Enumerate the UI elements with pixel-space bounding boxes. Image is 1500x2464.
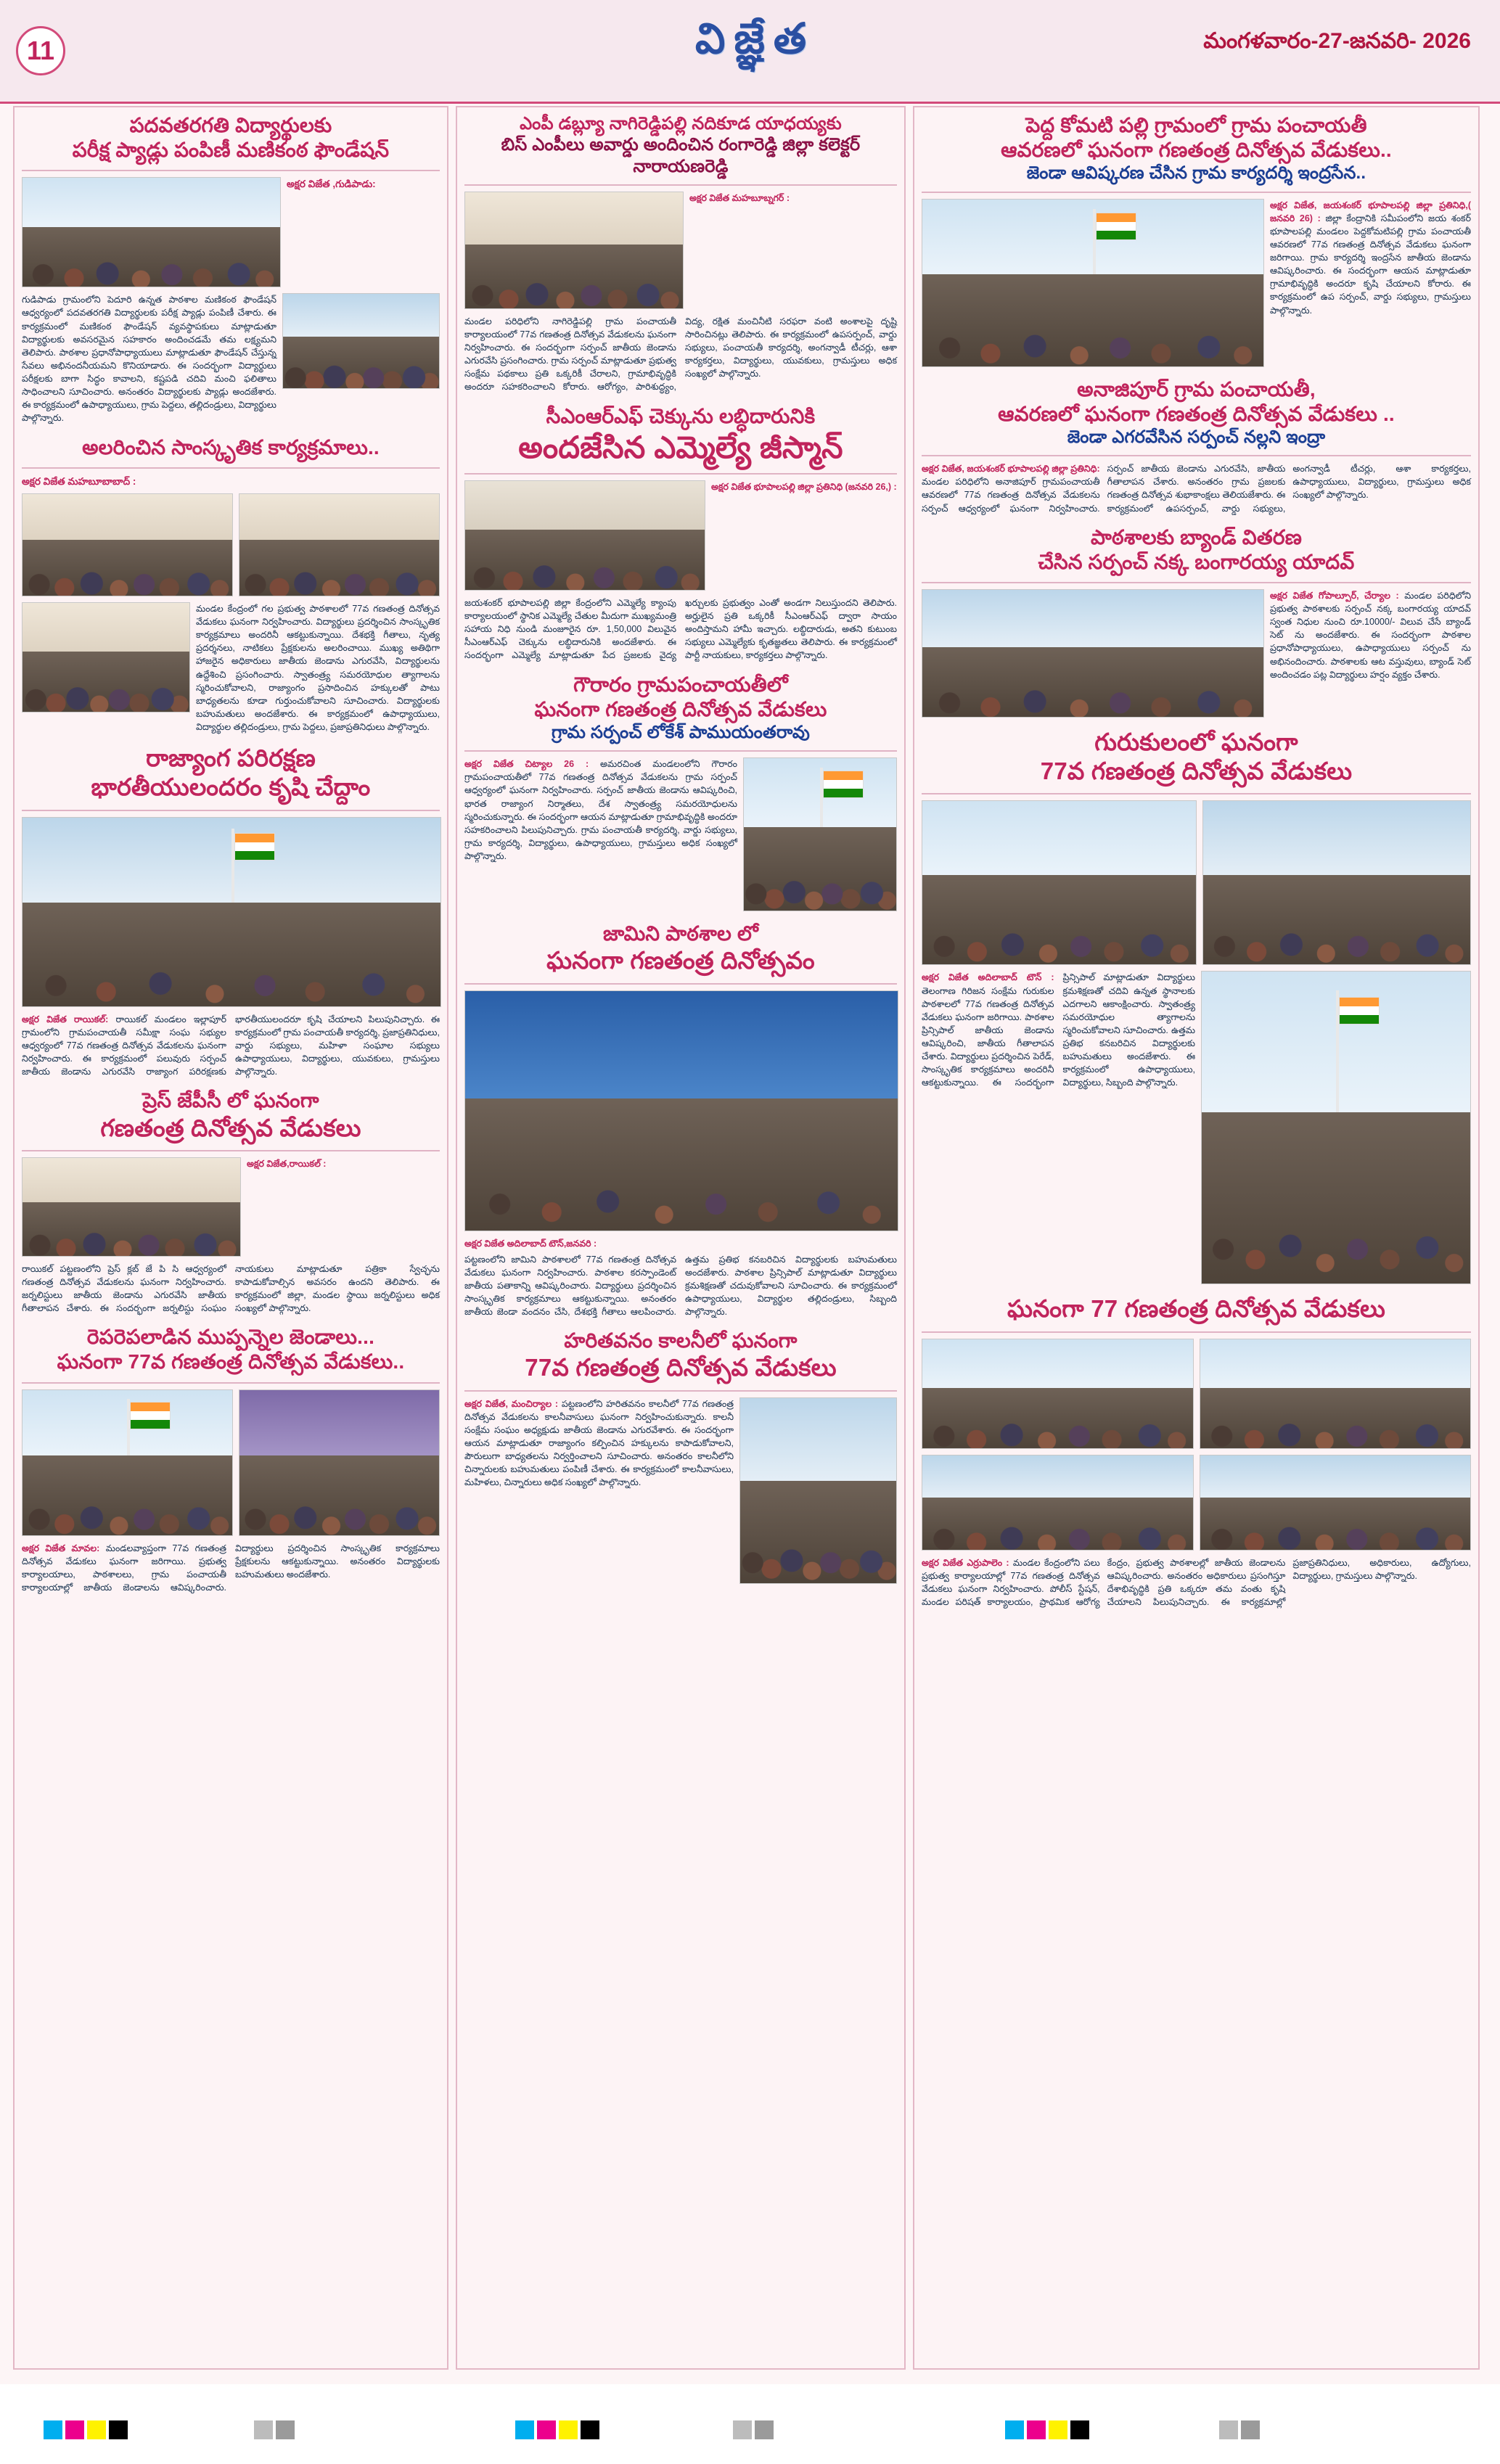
article-photo-3	[922, 1455, 1194, 1551]
article-press-jpc	[22, 1088, 440, 1315]
divider	[22, 467, 440, 469]
article-photo	[22, 177, 281, 287]
headline-line-1: సీఎంఆర్ఎఫ్ చెక్కును లబ్ధిదారునికి	[546, 404, 816, 427]
article-body: రాయికల్ పట్టణంలోని ప్రెస్ క్లబ్ జే పి సి ఆధ్వర్యంలో గణతంత్ర దినోత్సవ వేడుకలను ఘనంగా నిర్వహించారు. జర్నలిస్టులు జాతీయ జెండాను ఎగురవేసి జాతీయ గీతాలాపన చేశారు. ఈ సందర్భంగా జర్నలిస్టు సంఘం నాయకులు మాట్లాడుతూ పత్రికా స్వేచ్ఛను కాపాడుకోవాల్సిన అవసరం ఉందని తెలిపారు. ఈ కార్యక్రమంలో జిల్లా, మండల స్థాయి జర్నలిస్టులు అధిక సంఖ్యలో పాల్గొన్నారు.	[22, 1263, 440, 1314]
article-body-text: అమరచింత మండలంలోని గౌరారం గ్రామపంచాయతీలో 77వ గణతంత్ర దినోత్సవ వేడుకలను గ్రామ సర్పంచ్ ఆధ్వర్యంలో ఘనంగా నిర్వహించారు. సర్పంచ్ జాతీయ జెండాను ఆవిష్కరించి, భారత రాజ్యాంగ నిర్మాతలు, దేశ స్వాతంత్ర్య సమరయోధులను స్మరించుకున్నారు. ఈ సందర్భంగా ఆయన మాట్లాడుతూ గ్రామాభివృద్ధికి అందరూ సహకరించాలని పిలుపునిచ్చారు. గ్రామ పంచాయతీ కార్యదర్శి, వార్డు సభ్యులు, గ్రామ కార్యదర్శి, విద్యార్థులు, ఉపాధ్యాయులు, గ్రామస్తులు అధిక సంఖ్యలో పాల్గొన్నారు.	[464, 759, 737, 862]
byline: అక్షర విజేత అదిలాబాద్ టౌన్,జనవరి :	[464, 1238, 597, 1249]
article-photo	[922, 199, 1264, 367]
subheadline: జెండా ఎగరవేసిన సర్పంచ్ నల్లని ఇంద్రా	[1067, 427, 1326, 447]
article-body: మండల పరిధిలోని నాగిరెడ్డిపల్లి గ్రామ పంచాయతీ కార్యాలయంలో 77వ గణతంత్ర దినోత్సవ వేడుకలను ఘనంగా నిర్వహించారు. ఈ సందర్భంగా సర్పంచ్ జాతీయ జెండాను ఎగురవేసి ప్రసంగించారు. గ్రామ సర్పంచ్ మాట్లాడుతూ ప్రభుత్వ సంక్షేమ పథకాలు ప్రతి ఒక్కరికీ చేరాలని, గ్రామాభివృద్ధికి అందరూ సహకరించాలని కోరారు. ఆరోగ్యం, పారిశుద్ధ్యం, విద్య, రక్షిత మంచినీటి సరఫరా వంటి అంశాలపై దృష్టి సారించినట్లు తెలిపారు. ఈ కార్యక్రమంలో ఉపసర్పంచ్, వార్డు సభ్యులు, పంచాయతీ కార్యదర్శి, అంగన్వాడీ టీచర్లు, ఆశా కార్యకర్తలు, విద్యార్థులు, యువకులు, గ్రామస్తులు అధిక సంఖ్యలో పాల్గొన్నారు.	[464, 316, 897, 393]
byline: అక్షర విజేత,రాయికల్ :	[247, 1158, 327, 1169]
article-body	[22, 1542, 440, 1595]
headline-line-1: గురుకులంలో ఘనంగా	[1094, 728, 1298, 755]
article-body-text: మండలవ్యాప్తంగా 77వ గణతంత్ర దినోత్సవ వేడుకలు ఘనంగా జరిగాయి. ప్రభుత్వ కార్యాలయాలు, పాఠశాలలు, గ్రామ పంచాయతీ కార్యాలయాల్లో జాతీయ జెండాలను ఆవిష్కరించారు. విద్యార్థులు ప్రదర్శించిన సాంస్కృతిక కార్యక్రమాలు ప్రేక్షకులను ఆకట్టుకున్నాయి. అనంతరం విద్యార్థులకు బహుమతులు అందజేశారు.	[22, 1543, 440, 1593]
byline: అక్షర విజేత మహబూబ్నగర్ :	[689, 192, 790, 203]
article-foundation	[22, 113, 440, 425]
byline: అక్షర విజేత భూపాలపల్లి జిల్లా ప్రతినిధి (జనవరి 26,) :	[711, 481, 897, 492]
byline: అక్షర విజేత ,గుడిపాడు:	[287, 178, 376, 190]
byline-row	[689, 192, 897, 309]
divider	[464, 184, 897, 186]
article-band-donation	[922, 525, 1471, 718]
article-photo	[922, 1339, 1194, 1449]
divider	[922, 455, 1471, 456]
article-mp-award	[464, 113, 897, 394]
cmyk-bar-1	[44, 2420, 128, 2439]
headline-line-1: అనాజిపూర్ గ్రామ పంచాయతీ,	[1077, 377, 1316, 401]
byline: అక్షర విజేత, జయశంకర్ భూపాలపల్లి జిల్లా ప్రతినిధి:	[922, 464, 1100, 475]
article-body	[22, 1013, 440, 1079]
article-photo	[22, 493, 233, 596]
headline-line-2: ఘనంగా 77వ గణతంత్ర దినోత్సవ వేడుకలు..	[57, 1350, 405, 1373]
divider	[922, 192, 1471, 193]
article-flags	[22, 1325, 440, 1594]
headline-line-1: పాఠశాలకు బ్యాండ్ వితరణ	[1090, 525, 1303, 549]
article-body-text: తెలంగాణ గిరిజన సంక్షేమ గురుకుల పాఠశాలలో 77వ గణతంత్ర దినోత్సవ వేడుకలు ఘనంగా జరిగాయి. పాఠశాల ప్రిన్సిపాల్ జాతీయ జెండాను ఆవిష్కరించి, జాతీయ గీతాలాపన చేశారు. విద్యార్థులు ప్రదర్శించిన పెరేడ్, సాంస్కృతిక కార్యక్రమాలు అందరినీ ఆకట్టుకున్నాయి. ఈ సందర్భంగా ప్రిన్సిపాల్ మాట్లాడుతూ విద్యార్థులు క్రమశిక్షణతో చదివి ఉన్నత స్థానాలకు ఎదగాలని ఆకాంక్షించారు. స్వాతంత్ర్య సమరయోధుల త్యాగాలను స్మరించుకోవాలని సూచించారు. ఉత్తమ ప్రతిభ కనబరిచిన విద్యార్థులకు బహుమతులు అందజేశారు. ఈ కార్యక్రమంలో ఉపాధ్యాయులు, విద్యార్థులు, సిబ్బంది పాల్గొన్నారు.	[922, 972, 1195, 1088]
divider	[464, 983, 897, 985]
article-photo-2	[239, 1389, 440, 1536]
article-body-text: జిల్లా కేంద్రానికి సమీపంలోని జయ శంకర్ భూపాలపల్లి మండలం పెద్దకోమటిపల్లి గ్రామ పంచాయతీ ఆవరణలో 77వ గణతంత్ర దినోత్సవ వేడుకలు ఘనంగా జరిగాయి. గ్రామ కార్యదర్శి ఇంద్రసేన జాతీయ జెండాను ఆవిష్కరించారు. ఈ సందర్భంగా ఆయన మాట్లాడుతూ గ్రామాభివృద్ధికి అందరూ కృషి చేయాలని కోరారు. ఈ కార్యక్రమంలో ఉప సర్పంచ్, వార్డు సభ్యులు, గ్రామస్తులు పాల్గొన్నారు.	[1270, 213, 1471, 316]
publication-logo: వి జ్ఞే త	[695, 15, 805, 62]
article-photo	[922, 800, 1197, 965]
article-gurukulam	[922, 728, 1471, 1285]
article-anajipur	[922, 377, 1471, 515]
byline-row	[22, 475, 440, 489]
byline-row	[711, 480, 897, 591]
article-photo	[464, 192, 684, 309]
byline: అక్షర విజేత, జయశంకర్ భూపాలపల్లి జిల్లా ప్రతినిధి,( జనవరి 26) :	[1270, 200, 1471, 223]
grey-bar-1	[254, 2420, 295, 2439]
headline-line-1: పదవతరగతి విద్యార్థులకు	[129, 114, 332, 136]
cmyk-bar-3	[1005, 2420, 1089, 2439]
divider	[922, 1331, 1471, 1333]
headline-line-2: పరీక్ష ప్యాడ్లు పంపిణీ మణికంఠ ఫౌండేషన్	[72, 139, 390, 162]
headline-line-2: అందజేసిన ఎమ్మెల్యే జీస్మాన్	[518, 430, 843, 464]
byline-row	[247, 1157, 440, 1257]
article-body	[464, 1397, 734, 1584]
article-photo	[739, 1397, 897, 1584]
byline-row	[464, 1237, 897, 1250]
article-cultural	[22, 435, 440, 734]
article-body	[922, 971, 1195, 1284]
article-photo-4	[1200, 1455, 1472, 1551]
article-photo	[464, 990, 898, 1231]
article-body-text: పట్టణంలోని హరితవనం కాలనీలో 77వ గణతంత్ర దినోత్సవ వేడుకలను కాలనీవాసులు ఘనంగా నిర్వహించుకున్నారు. కాలనీ సంక్షేమ సంఘం అధ్యక్షుడు జాతీయ జెండాను ఎగురవేశారు. ఈ సందర్భంగా ఆయన మాట్లాడుతూ రాజ్యాంగం కల్పించిన హక్కులను కాపాడుకోవాలని, పౌరులుగా బాధ్యతలను నిర్వర్తించాలని సూచించారు. అనంతరం కాలనీలోని చిన్నారులకు బహుమతులు పంపిణీ చేశారు. ఈ కార్యక్రమంలో కాలనీవాసులు, మహిళలు, చిన్నారులు అధిక సంఖ్యలో పాల్గొన్నారు.	[464, 1398, 734, 1488]
divider	[22, 170, 440, 171]
byline: అక్షర విజేత మహబూబాబాద్ :	[22, 475, 136, 487]
divider	[922, 582, 1471, 583]
headline-line-1: రెపరెపలాడిన ముప్పన్నెల జెండాలు...	[86, 1326, 375, 1349]
byline: అక్షర విజేత గోపాల్పూర్, చేర్యాల :	[1270, 590, 1399, 601]
headline-line-1: పెద్ద కోమటి పల్లి గ్రామంలో గ్రామ పంచాయతీ	[1025, 114, 1367, 136]
column-right	[913, 106, 1480, 2370]
byline: అక్షర విజేత అదిలాబాద్ టౌన్ :	[922, 972, 1054, 983]
article-photo	[22, 817, 441, 1007]
issue-date: మంగళవారం-27-జనవరి- 2026	[1203, 29, 1471, 53]
article-body	[464, 757, 737, 911]
subheadline: గ్రామ సర్పంచ్ లోకేశ్ పాముయంతరావు	[552, 722, 810, 742]
headline-line-1: అలరించిన సాంస్కృతిక కార్యక్రమాలు..	[82, 435, 380, 459]
article-body: గుడిపాడు గ్రామంలోని పెదూరి ఉన్నత పాఠశాల మణికంఠ ఫౌండేషన్ ఆధ్వర్యంలో పదవతరగతి విద్యార్థులకు పరీక్ష ప్యాడ్లు పంపిణీ చేశారు. ఈ కార్యక్రమంలో మణికంఠ ఫౌండేషన్ వ్యవస్థాపకులు మాట్లాడుతూ విద్యార్థులకు అవసరమైన సహకారం అందించడమే తమ లక్ష్యమని తెలిపారు. పాఠశాల ప్రధానోపాధ్యాయులు మాట్లాడుతూ ఫౌండేషన్ చేస్తున్న సేవలు అభినందనీయమని కొనియాడారు. ఈ సందర్భంగా విద్యార్థులు పరీక్షలకు బాగా సిద్ధం కావాలని, కష్టపడి చదివి మంచి ఫలితాలు సాధించాలని సూచించారు. అనంతరం విద్యార్థులకు ప్యాడ్లు అందజేశారు. ఈ కార్యక్రమంలో ఉపాధ్యాయులు, గ్రామ పెద్దలు, తల్లిదండ్రులు, విద్యార్థులు పాల్గొన్నారు.	[22, 295, 276, 424]
article-body	[922, 462, 1471, 515]
article-gouraram	[464, 673, 897, 912]
subheadline: జెండా ఆవిష్కరణ చేసిన గ్రామ కార్యదర్శి ఇంద్రసేన..	[1026, 163, 1366, 184]
article-jamini	[464, 921, 897, 1318]
divider	[22, 1150, 440, 1151]
headline-line-1: హరితవనం కాలనీలో ఘనంగా	[564, 1329, 798, 1352]
divider	[22, 810, 440, 811]
color-calibration-bars	[0, 2384, 1500, 2464]
article-body: పట్టణంలోని జామిని పాఠశాలలో 77వ గణతంత్ర దినోత్సవ వేడుకలు ఘనంగా నిర్వహించారు. పాఠశాల కరస్పాండెంట్ జాతీయ పతాకాన్ని ఆవిష్కరించారు. విద్యార్థులు ప్రదర్శించిన సాంస్కృతిక కార్యక్రమాలు ఆకట్టుకున్నాయి. అనంతరం జాతీయ జెండా వందనం చేసి, దేశభక్తి గీతాలు ఆలపించారు. ఉత్తమ ప్రతిభ కనబరిచిన విద్యార్థులకు బహుమతులు అందజేశారు. పాఠశాల ప్రిన్సిపాల్ మాట్లాడుతూ విద్యార్థులు క్రమశిక్షణతో చదువుకోవాలని సూచించారు. ఈ కార్యక్రమంలో ఉపాధ్యాయులు, విద్యార్థుల తల్లిదండ్రులు, సిబ్బంది పాల్గొన్నారు.	[464, 1254, 897, 1318]
headline-line-2: 77వ గణతంత్ర దినోత్సవ వేడుకలు	[525, 1354, 837, 1381]
article-body-text: రాయికల్ మండలం ఇల్లాపూర్ గ్రామంలోని గ్రామపంచాయతీ సమీక్షా సంఘ సభ్యుల ఆధ్వర్యంలో 77వ గణతంత్ర దినోత్సవ వేడుకలను ఘనంగా నిర్వహించారు. ఈ కార్యక్రమంలో పలువురు సర్పంచ్ జాతీయ జెండాను ఎగురవేసి రాజ్యాంగ పరిరక్షణకు భారతీయులందరూ కృషి చేయాలని పిలుపునిచ్చారు. ఈ కార్యక్రమంలో గ్రామ పంచాయతీ కార్యదర్శి, ప్రజాప్రతినిధులు, వార్డు సభ్యులు, మహిళా సంఘాల సభ్యులు ఉపాధ్యాయులు, విద్యార్థులు, యువకులు, గ్రామస్తులు పాల్గొన్నారు.	[22, 1014, 440, 1077]
article-photo-3	[22, 602, 190, 712]
article-photo	[922, 589, 1264, 718]
byline: అక్షర విజేత ఎర్రుపాలెం :	[922, 1557, 1009, 1568]
headline-line-2: ఘనంగా గణతంత్ర దినోత్సవం	[546, 947, 815, 974]
byline: అక్షర విజేత, మంచిర్యాల :	[464, 1398, 559, 1409]
column-middle	[456, 106, 906, 2370]
grey-bar-2	[733, 2420, 774, 2439]
grey-bar-3	[1219, 2420, 1260, 2439]
column-left	[13, 106, 448, 2370]
cmyk-bar-2	[515, 2420, 599, 2439]
article-body	[1270, 589, 1471, 718]
headline-line-1: ఎంపీ డబ్ల్యూ నాగిరెడ్డిపల్లి నదికూడ యాధయ్యకు	[520, 114, 842, 134]
divider	[464, 1390, 897, 1392]
article-77th-republic	[922, 1294, 1471, 1609]
article-photo-2	[282, 293, 440, 389]
article-photo-3	[1201, 971, 1471, 1284]
article-cmrf	[464, 404, 897, 662]
article-photo	[743, 757, 897, 911]
article-photo	[22, 1157, 241, 1257]
article-photo-2	[239, 493, 440, 596]
page-number: 11	[16, 26, 65, 75]
article-body	[1270, 199, 1471, 367]
article-photo	[464, 480, 705, 591]
divider	[922, 793, 1471, 794]
headline-line-1: ప్రెస్ జేపీసీ లో ఘనంగా	[142, 1089, 319, 1112]
article-body-text: మండల పరిధిలోని ప్రభుత్వ పాఠశాలకు సర్పంచ్ నక్క బంగారయ్య యాదవ్ స్వంత నిధుల నుంచి రూ.10000/- విలువ చేసే బ్యాండ్ సెట్ ను అందజేశారు. ఈ సందర్భంగా పాఠశాల ప్రధానోపాధ్యాయులు, ఉపాధ్యాయులు సర్పంచ్ ను అభినందించారు. పాఠశాలకు ఆట వస్తువులు, బ్యాండ్ సెట్ అందించడం పట్ల విద్యార్థులు హర్షం వ్యక్తం చేశారు.	[1270, 590, 1471, 680]
headline-line-2: ఆవరణలో ఘనంగా గణతంత్ర దినోత్సవ వేడుకలు..	[1001, 139, 1392, 162]
divider	[464, 473, 897, 475]
article-photo	[22, 1389, 233, 1536]
byline: అక్షర విజేత చిట్యాల 26 :	[464, 759, 589, 770]
article-body: జయశంకర్ భూపాలపల్లి జిల్లా కేంద్రంలోని ఎమ్మెల్యే క్యాంపు కార్యాలయంలో స్థానిక ఎమ్మెల్యే చేతుల మీదుగా ముఖ్యమంత్రి సహాయ నిధి నుండి మంజూరైన రూ. 1,50,000 విలువైన సీఎంఆర్ఎఫ్ చెక్కును లబ్ధిదారునికి అందజేశారు. ఈ సందర్భంగా ఎమ్మెల్యే మాట్లాడుతూ పేద ప్రజలకు వైద్య ఖర్చులకు ప్రభుత్వం ఎంతో అండగా నిలుస్తుందని తెలిపారు. అర్హులైన ప్రతి ఒక్కరికీ సీఎంఆర్ఎఫ్ ద్వారా సాయం అందిస్తామని హామీ ఇచ్చారు. లబ్ధిదారుడు, అతని కుటుంబ సభ్యులు ఎమ్మెల్యేకు కృతజ్ఞతలు తెలిపారు. ఈ కార్యక్రమంలో పార్టీ నాయకులు, కార్యకర్తలు పాల్గొన్నారు.	[464, 597, 897, 661]
headline-line-2: ఘనంగా గణతంత్ర దినోత్సవ వేడుకలు	[534, 697, 827, 720]
article-constitution	[22, 744, 440, 1078]
headline-line-1: జామిని పాఠశాల లో	[602, 922, 759, 945]
byline: అక్షర విజేత మావల:	[22, 1543, 100, 1553]
article-body	[922, 1556, 1471, 1609]
page-columns	[13, 106, 1487, 2370]
byline: అక్షర విజేత రాయికల్:	[22, 1014, 109, 1024]
article-body-text: మండల కేంద్రంలోని పలు ప్రభుత్వ కార్యాలయాల్లో 77వ గణతంత్ర దినోత్సవ వేడుకలు ఘనంగా నిర్వహించారు. పోలీస్ స్టేషన్, మండల పరిషత్ కార్యాలయం, ప్రాథమిక ఆరోగ్య కేంద్రం, ప్రభుత్వ పాఠశాలల్లో జాతీయ జెండాలను ఆవిష్కరించారు. అనంతరం అధికారులు ప్రసంగిస్తూ దేశాభివృద్ధికి ప్రతి ఒక్కరూ తమ వంతు కృషి చేయాలని పిలుపునిచ్చారు. ఈ కార్యక్రమాల్లో ప్రజాప్రతినిధులు, అధికారులు, ఉద్యోగులు, విద్యార్థులు, గ్రామస్తులు పాల్గొన్నారు.	[922, 1557, 1471, 1608]
article-photo-2	[1200, 1339, 1472, 1449]
headline-line-1: గౌరారం గ్రామపంచాయతీలో	[573, 673, 788, 696]
article-haritha	[464, 1328, 897, 1583]
headline-line-2: ఆవరణలో ఘనంగా గణతంత్ర దినోత్సవ వేడుకలు ..	[998, 402, 1395, 425]
headline-line-1: రాజ్యాంగ పరిరక్షణ	[146, 744, 316, 772]
headline-line-2: భారతీయులందరం కృషి చేద్దాం	[91, 773, 371, 801]
headline-line-2: బిస్ ఎంపీలు అవార్డు అందించిన రంగారెడ్డి జిల్లా కలెక్టర్ నారాయణరెడ్డి	[501, 135, 861, 176]
masthead	[0, 0, 1500, 104]
headline-line-2: 77వ గణతంత్ర దినోత్సవ వేడుకలు	[1040, 757, 1353, 785]
headline-line-1: ఘనంగా 77 గణతంత్ర దినోత్సవ వేడుకలు	[1007, 1295, 1385, 1323]
article-body: మండల కేంద్రంలో గల ప్రభుత్వ పాఠశాలలో 77వ గణతంత్ర దినోత్సవ వేడుకలు ఘనంగా నిర్వహించారు. విద్యార్థులు ప్రదర్శించిన సాంస్కృతిక కార్యక్రమాలు అందరినీ ఆకట్టుకున్నాయి. దేశభక్తి గీతాలు, నృత్య ప్రదర్శనలు, నాటికలు ప్రేక్షకులను అలరించాయి. ముఖ్య అతిథిగా హాజరైన అధికారులు జాతీయ జెండాను ఎగురవేసి, విద్యార్థులను ఉద్దేశించి ప్రసంగించారు. స్వాతంత్ర్య సమరయోధుల త్యాగాలను స్మరించుకోవాలని, రాజ్యాంగం ప్రసాదించిన హక్కులతో పాటు బాధ్యతలను కూడా గుర్తుంచుకోవాలని సూచించారు. విద్యార్థులకు బహుమతులు అందజేశారు. ఈ కార్యక్రమంలో ఉపాధ్యాయులు, విద్యార్థుల తల్లిదండ్రులు, గ్రామ పెద్దలు, ప్రజాప్రతినిధులు పాల్గొన్నారు.	[196, 603, 440, 733]
article-peddakomatipally	[922, 113, 1471, 367]
headline-line-2: గణతంత్ర దినోత్సవ వేడుకలు	[100, 1114, 361, 1141]
article-photo-2	[1202, 800, 1471, 965]
article-body-start	[287, 177, 440, 192]
article-body-text: మండల పరిధిలోని అనాజిపూర్ గ్రామపంచాయతీ ఆవరణలో 77వ గణతంత్ర దినోత్సవ వేడుకలను సర్పంచ్ ఆధ్వర్యంలో ఘనంగా నిర్వహించారు. సర్పంచ్ జాతీయ జెండాను ఎగురవేసి, జాతీయ గీతాలాపన చేశారు. అనంతరం గ్రామ ప్రజలకు గణతంత్ర దినోత్సవ శుభాకాంక్షలు తెలియజేశారు. ఈ కార్యక్రమంలో ఉపసర్పంచ్, వార్డు సభ్యులు, అంగన్వాడీ టీచర్లు, ఆశా కార్యకర్తలు, ఉపాధ్యాయులు, విద్యార్థులు, గ్రామస్తులు అధిక సంఖ్యలో పాల్గొన్నారు.	[922, 464, 1471, 514]
divider	[22, 1382, 440, 1384]
divider	[464, 750, 897, 752]
headline-line-2: చేసిన సర్పంచ్ నక్క బంగారయ్య యాదవ్	[1038, 550, 1355, 573]
